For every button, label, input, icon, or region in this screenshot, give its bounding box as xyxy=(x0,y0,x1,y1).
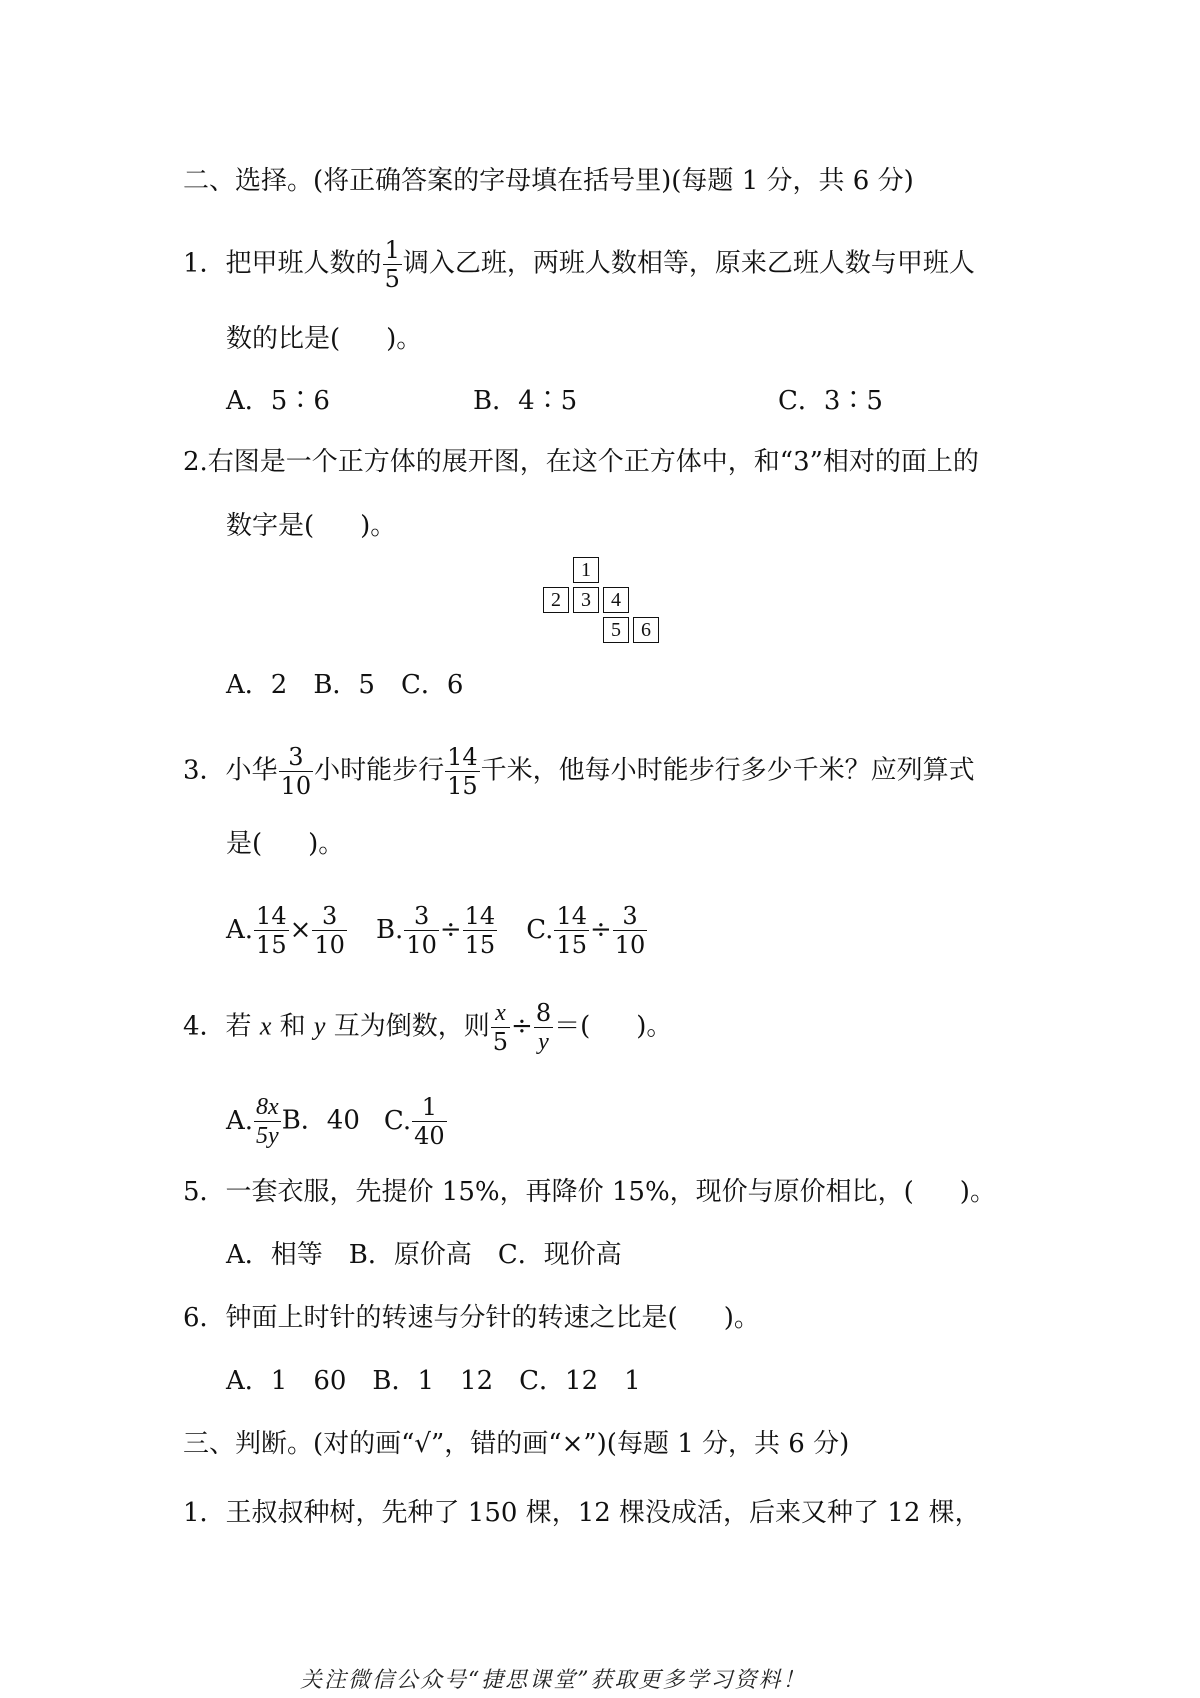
net-cell: 3 xyxy=(573,587,599,613)
q4-fraction-1 xyxy=(491,1001,510,1054)
section-3-question-1: 1．王叔叔种树，先种了 150 棵，12 棵没成活，后来又种了 12 棵， xyxy=(183,1498,981,1528)
q3-option-b xyxy=(375,902,498,959)
q3-fraction-2 xyxy=(445,745,480,798)
fraction-denominator: 5 xyxy=(384,265,400,293)
footer-promo: 关注微信公众号“捷思课堂”获取更多学习资料！ xyxy=(300,1668,807,1693)
q2-line2-text: 数字是( xyxy=(226,511,315,541)
q1-line2-close: )。 xyxy=(386,324,423,354)
q4-option-c xyxy=(383,1093,448,1150)
q5-close: )。 xyxy=(959,1177,996,1207)
q4-number: 4． xyxy=(183,1011,226,1042)
q1-number: 1． xyxy=(183,248,226,279)
operator: ÷ xyxy=(589,914,612,945)
fraction-denominator: 10 xyxy=(614,931,646,959)
q3-number: 3． xyxy=(183,755,226,786)
q1-option-b: B．4∶5 xyxy=(473,386,578,416)
fraction-numerator: 3 xyxy=(613,904,648,931)
section-2-header: 二、选择。(将正确答案的字母填在括号里)(每题 1 分，共 6 分) xyxy=(183,166,914,196)
operator: × xyxy=(289,914,312,945)
q1-line2-text: 数的比是( xyxy=(226,324,341,354)
fraction-denominator: 15 xyxy=(447,772,478,800)
fraction-numerator: 14 xyxy=(464,902,496,930)
q3-text-mid: 小时能步行 xyxy=(314,755,445,786)
q3-text-pre: 小华 xyxy=(225,755,278,786)
q3-line2-close: )。 xyxy=(308,829,345,859)
q3-line2 xyxy=(226,827,344,861)
q5-text: 5．一套衣服，先提价 15%，再降价 15%，现价与原价相比，( xyxy=(183,1177,914,1207)
q6-options: A．1 60 B．1 12 C．12 1 xyxy=(226,1366,641,1396)
question-5 xyxy=(183,1175,996,1209)
option-label: A. xyxy=(226,1105,254,1136)
q3-line2-text: 是( xyxy=(226,829,263,859)
q3-option-a xyxy=(226,902,348,959)
fraction-denominator: 5y xyxy=(256,1123,279,1149)
fraction-denominator: 15 xyxy=(556,931,587,959)
q4-text-mid: 互为倒数，则 xyxy=(333,1011,490,1042)
fraction-denominator: 10 xyxy=(280,772,312,800)
question-6 xyxy=(183,1301,760,1335)
fraction-denominator: 10 xyxy=(314,931,345,959)
q4-equals: ＝( xyxy=(554,1011,591,1042)
q3-option-c xyxy=(526,902,648,959)
fraction-numerator: 8x xyxy=(256,1094,279,1120)
fraction-numerator: 14 xyxy=(447,743,478,771)
variable-x: x xyxy=(259,1011,272,1041)
fraction-denominator: 40 xyxy=(414,1122,445,1150)
net-cell: 5 xyxy=(603,617,629,643)
q1-text-pre: 把甲班人数的 xyxy=(225,248,382,279)
q6-text: 6．钟面上时针的转速与分针的转速之比是( xyxy=(183,1303,678,1333)
option-label: A. xyxy=(226,914,254,945)
q4-option-a xyxy=(226,1094,282,1149)
fraction-numerator: 1 xyxy=(412,1095,447,1122)
question-2: 2.右图是一个正方体的展开图，在这个正方体中，和“3”相对的面上的 xyxy=(183,447,979,477)
net-cell: 2 xyxy=(543,587,569,613)
fraction-numerator: 3 xyxy=(312,904,347,931)
q6-close: )。 xyxy=(723,1303,760,1333)
q5-options: A．相等 B．原价高 C．现价高 xyxy=(226,1240,622,1270)
question-3 xyxy=(183,745,975,798)
fraction-numerator: 14 xyxy=(256,902,287,930)
fraction-numerator: 8 xyxy=(535,999,552,1027)
q4-close: )。 xyxy=(636,1011,673,1042)
question-1 xyxy=(183,238,975,291)
q4-text-pre: 若 xyxy=(225,1011,252,1042)
fraction-numerator: 3 xyxy=(404,904,439,931)
question-4 xyxy=(183,1001,672,1054)
fraction-denominator: 15 xyxy=(256,931,287,959)
fraction-denominator: 5 xyxy=(492,1028,509,1056)
q4-text-and: 和 xyxy=(279,1011,306,1042)
option-label: C. xyxy=(526,914,554,945)
q1-option-c: C．3∶5 xyxy=(778,386,883,416)
fraction-numerator: x xyxy=(491,1001,510,1028)
q2-line2 xyxy=(226,509,396,543)
fraction-numerator: 14 xyxy=(556,902,587,930)
cube-net-diagram xyxy=(543,557,658,647)
fraction-denominator: 10 xyxy=(406,931,437,959)
q1-line2 xyxy=(226,322,422,356)
q4-fraction-2 xyxy=(534,1001,553,1054)
q1-option-a: A．5∶6 xyxy=(226,386,330,416)
q1-text-post: 调入乙班，两班人数相等，原来乙班人数与甲班人 xyxy=(402,248,975,279)
q4-options xyxy=(226,1095,448,1148)
fraction-denominator: y xyxy=(538,1029,549,1055)
q1-fraction xyxy=(383,238,402,291)
operator: ÷ xyxy=(439,914,462,945)
operator: ÷ xyxy=(511,1011,533,1042)
q3-fraction-1 xyxy=(279,745,314,798)
net-cell: 1 xyxy=(573,557,599,583)
fraction-numerator: 1 xyxy=(384,236,400,264)
net-cell: 6 xyxy=(633,617,659,643)
variable-y: y xyxy=(313,1011,326,1041)
fraction-numerator: 3 xyxy=(279,745,314,772)
section-3-header: 三、判断。(对的画“√”，错的画“×”)(每题 1 分，共 6 分) xyxy=(183,1429,850,1459)
q2-line2-close: )。 xyxy=(360,511,397,541)
q2-options: A．2 B．5 C．6 xyxy=(226,670,464,700)
q3-options xyxy=(226,904,648,957)
option-label: B. xyxy=(375,914,404,945)
option-label: C. xyxy=(383,1105,412,1136)
net-cell: 4 xyxy=(603,587,629,613)
q3-text-post: 千米，他每小时能步行多少千米？应列算式 xyxy=(480,755,975,786)
q4-option-b: B．40 xyxy=(281,1105,360,1136)
fraction-denominator: 15 xyxy=(464,931,496,959)
